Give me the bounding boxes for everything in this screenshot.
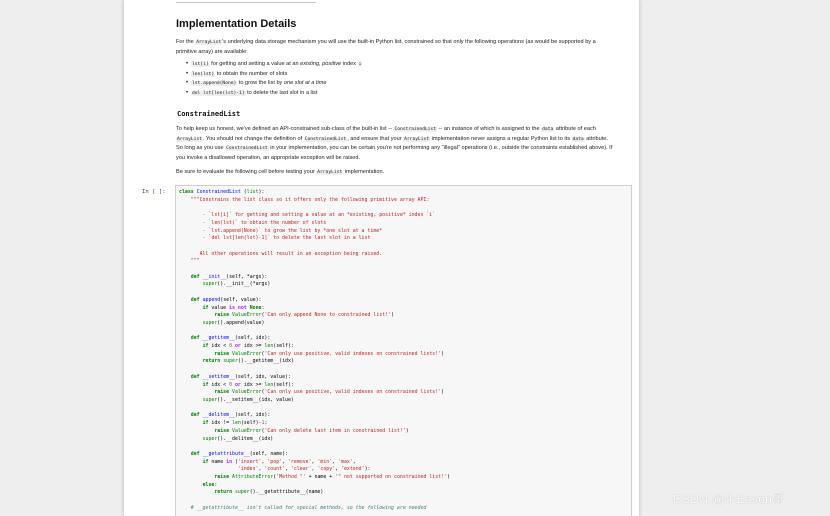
cell-prompt: In [ ]: (142, 189, 166, 195)
evaluate-paragraph (176, 168, 616, 178)
inline-code: data (542, 127, 554, 132)
constrained-paragraph (176, 125, 616, 162)
code-cell[interactable] (175, 185, 632, 516)
watermark: CSDN @小Eason哥 (673, 492, 785, 506)
inline-code: ConstrainedList (304, 136, 347, 142)
list-item (186, 70, 362, 80)
list-item-text: to obtain the number of slots (215, 70, 288, 77)
para-text: attribute of each (554, 126, 596, 132)
list-item (186, 60, 362, 70)
list-item (186, 89, 362, 99)
emphasis: existing, positive (300, 61, 342, 67)
para-text: implementation. (343, 169, 385, 175)
inline-code: ArrayList (177, 136, 202, 142)
para-text: To help keep us honest, we've defined an API-constrained sub-class of the built-in list -- (176, 126, 394, 132)
list-item-text: to delete the last slot in a list (245, 90, 318, 97)
inline-code: ArrayList (317, 170, 343, 175)
intro-text: 's underlying data storage mechanism you will use the built-in Python list, constrained so that only the following operations (as would be supported by a primitive array) are available: (176, 39, 596, 55)
para-text: . You should not change the definition of (202, 135, 304, 142)
operations-list (186, 60, 362, 99)
emphasis: one slot at a time (283, 80, 327, 87)
inline-code: data (572, 136, 584, 142)
list-item-text: for getting and setting a value at an (209, 61, 301, 67)
intro-text: For the (176, 39, 196, 45)
para-text: in your implementation, you can be certain you're not performing any "illegal" operations (i.e., outside the constraints established above). If you invoke a disallowed operation, an appropriate exception will be raised. (176, 145, 613, 161)
inline-code: lst.append(None) (192, 81, 237, 87)
para-text: implementation never assigns a regular Python list to its (430, 135, 572, 142)
subheading: ConstrainedList (177, 110, 241, 118)
para-text: -- an instance of which is assigned to the (436, 126, 542, 132)
notebook-page (124, 0, 639, 516)
inline-code: ConstrainedList (226, 146, 268, 152)
list-item-text: to grow the list by (237, 80, 284, 87)
para-text: Be sure to evaluate the following cell before testing your (176, 169, 317, 175)
para-text: attribute. So long as you use (176, 135, 608, 152)
inline-code: ArrayList (196, 40, 222, 45)
code-editor[interactable]: class ConstrainedList (list): """Constrains the list class so it offers only the following primitive array API: - `lst[i]` for getting and setting a value at an *existing, positive* index `i` - `len(lst)` to obtain the number of slots - `lst.append(None)` to grow the list by *one slot at a time* - `del lst[len(lst)-1]` to delete the last slot in a list All other operations will result in an exception being raised. """ def __init__(self, *args): super().__init__(*args) def append(self, value): if value is not None: raise ValueError('Can only append None to constrained list!') super().append(value) def __getitem__(self, idx): if idx < 0 or idx >= len(self): raise ValueError('Can only use positive, valid indexes on constrained lists!') return super().__getitem__(idx) def __setitem__(self, idx, value): if idx < 0 or idx >= len(self): raise ValueError('Can only use positive, valid indexes on constrained lists!') super().__setitem__(idx, value) def __delitem__(self, idx): if idx != len(self)-1: raise ValueError('Can only delete last item in constrained list!') super().__delitem__(idx) def __getattribute__(self, name): if name in ('insert', 'pop', 'remove', 'min', 'max', 'index', 'count', 'clear', 'copy', 'extend'): raise AttributeError('Method "' + name + '" not supported on constrained list!') else: return super().__getattribute__(name) # __getattribute__ isn't called for special methods, so the following are needed (179, 189, 450, 511)
section-heading: Implementation Details (176, 18, 297, 30)
list-item-text: index (341, 61, 358, 67)
inline-code: i (358, 62, 362, 67)
inline-code: lst[i] (192, 62, 209, 67)
inline-code: len(lst) (192, 71, 215, 77)
para-text: , and ensure that your (347, 135, 404, 142)
list-item (186, 79, 362, 89)
scrolled-content-fragment (176, 0, 316, 3)
inline-code: ArrayList (404, 136, 430, 142)
inline-code: ConstrainedList (394, 127, 436, 132)
inline-code: del lst[len(lst)-1] (192, 91, 245, 97)
intro-paragraph (176, 38, 616, 56)
